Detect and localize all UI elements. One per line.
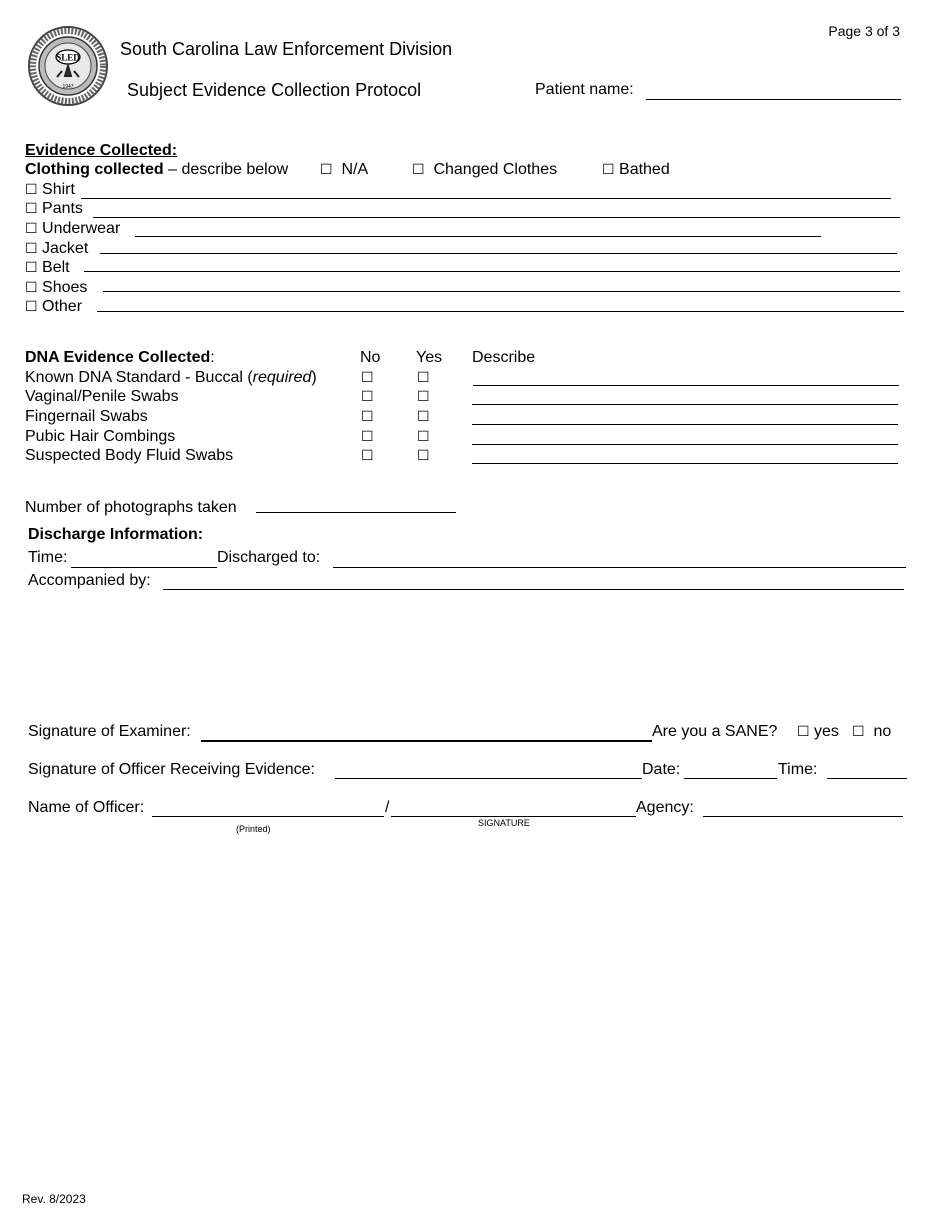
date-label: Date: [642, 761, 681, 778]
org-name: South Carolina Law Enforcement Division [120, 39, 453, 59]
time-field[interactable] [827, 778, 907, 779]
officer-receiving-signature-field[interactable] [335, 778, 642, 779]
sane-yes-option[interactable]: ☐ yes [797, 723, 839, 740]
date-field[interactable] [684, 778, 777, 779]
dna-row-fingernail-label: Fingernail Swabs [25, 408, 148, 425]
vaginal-describe-field[interactable] [472, 404, 898, 405]
vaginal-no-checkbox[interactable]: ☐ [361, 389, 374, 405]
officer-name-label: Name of Officer: [28, 799, 145, 816]
discharge-time-label: Time: [28, 549, 68, 566]
agency-field[interactable] [703, 816, 903, 817]
discharge-heading: Discharge Information: [28, 526, 204, 543]
clothing-item-shirt[interactable]: ☐ Shirt [25, 181, 75, 198]
dna-col-no: No [360, 349, 381, 366]
slash-separator: / [385, 799, 390, 816]
dna-col-yes: Yes [416, 349, 443, 366]
svg-text:1947: 1947 [62, 84, 74, 90]
page-number: Page 3 of 3 [828, 23, 900, 39]
agency-label: Agency: [636, 799, 694, 816]
dna-row-pubic-label: Pubic Hair Combings [25, 428, 176, 445]
clothing-item-belt[interactable]: ☐ Belt [25, 259, 70, 276]
patient-name-field[interactable] [646, 99, 901, 100]
revision-date: Rev. 8/2023 [22, 1192, 86, 1206]
dna-row-bodyfluid-label: Suspected Body Fluid Swabs [25, 447, 234, 464]
form-title: Subject Evidence Collection Protocol [127, 80, 422, 100]
dna-row-vaginal-label: Vaginal/Penile Swabs [25, 388, 179, 405]
bathed-option[interactable]: ☐ Bathed [602, 161, 670, 178]
dna-row-buccal-label: Known DNA Standard - Buccal (required) [25, 369, 317, 386]
clothing-item-jacket[interactable]: ☐ Jacket [25, 240, 89, 257]
sled-seal-logo [28, 26, 108, 106]
svg-text:SLED: SLED [56, 52, 80, 63]
vaginal-yes-checkbox[interactable]: ☐ [417, 389, 430, 405]
other-description-field[interactable] [97, 311, 904, 312]
fingernail-yes-checkbox[interactable]: ☐ [417, 409, 430, 425]
pubic-no-checkbox[interactable]: ☐ [361, 429, 374, 445]
examiner-signature-field[interactable] [201, 740, 652, 742]
bodyfluid-yes-checkbox[interactable]: ☐ [417, 448, 430, 464]
buccal-no-checkbox[interactable]: ☐ [361, 370, 374, 386]
sane-question: Are you a SANE? [652, 723, 778, 740]
fingernail-no-checkbox[interactable]: ☐ [361, 409, 374, 425]
accompanied-by-field[interactable] [163, 589, 904, 590]
buccal-yes-checkbox[interactable]: ☐ [417, 370, 430, 386]
photos-count-field[interactable] [256, 512, 456, 513]
underwear-description-field[interactable] [135, 236, 821, 237]
examiner-signature-label: Signature of Examiner: [28, 723, 191, 740]
fingernail-describe-field[interactable] [472, 424, 898, 425]
bodyfluid-describe-field[interactable] [472, 463, 898, 464]
officer-printed-name-field[interactable] [152, 816, 384, 817]
time-label: Time: [778, 761, 818, 778]
clothing-item-other[interactable]: ☐ Other [25, 298, 83, 315]
na-option[interactable]: ☐ N/A [320, 161, 369, 178]
officer-receiving-label: Signature of Officer Receiving Evidence: [28, 761, 315, 778]
changed-clothes-option[interactable]: ☐ Changed Clothes [412, 161, 558, 178]
discharged-to-field[interactable] [333, 567, 906, 568]
clothing-collected-label: Clothing collected – describe below [25, 161, 289, 178]
shirt-description-field[interactable] [81, 198, 891, 199]
bodyfluid-no-checkbox[interactable]: ☐ [361, 448, 374, 464]
patient-name-label: Patient name: [535, 81, 634, 98]
pants-description-field[interactable] [93, 217, 900, 218]
pubic-describe-field[interactable] [472, 444, 898, 445]
jacket-description-field[interactable] [100, 253, 897, 254]
sane-no-option[interactable]: ☐ no [852, 723, 892, 740]
signature-caption: SIGNATURE [478, 818, 530, 828]
evidence-heading: Evidence Collected: [25, 142, 178, 159]
dna-heading: DNA Evidence Collected: [25, 349, 215, 366]
photos-label: Number of photographs taken [25, 499, 237, 516]
dna-col-describe: Describe [472, 349, 536, 366]
accompanied-by-label: Accompanied by: [28, 572, 151, 589]
discharged-to-label: Discharged to: [217, 549, 321, 566]
officer-signature-field[interactable] [391, 816, 636, 817]
printed-caption: (Printed) [236, 824, 271, 834]
shoes-description-field[interactable] [103, 291, 900, 292]
clothing-item-pants[interactable]: ☐ Pants [25, 200, 83, 217]
pubic-yes-checkbox[interactable]: ☐ [417, 429, 430, 445]
belt-description-field[interactable] [84, 271, 900, 272]
discharge-time-field[interactable] [71, 567, 217, 568]
clothing-item-shoes[interactable]: ☐ Shoes [25, 279, 88, 296]
buccal-describe-field[interactable] [473, 385, 899, 386]
clothing-item-underwear[interactable]: ☐ Underwear [25, 220, 121, 237]
